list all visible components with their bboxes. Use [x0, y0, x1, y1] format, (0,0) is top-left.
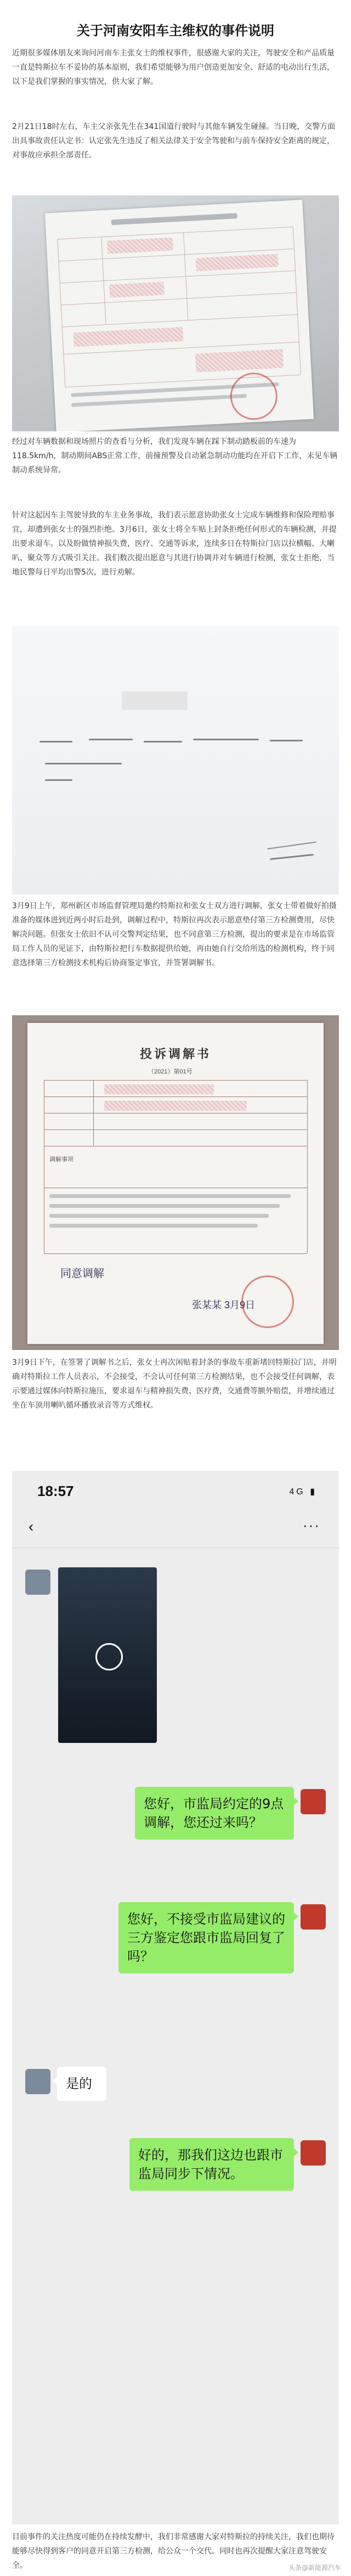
accident-report-paper: [45, 200, 314, 431]
handwritten-signature: [262, 803, 316, 850]
watermark: 头条@新能源汽车: [288, 2564, 341, 2572]
chat-message-3: 是的: [57, 2067, 106, 2101]
handwritten-note-photo: [12, 626, 339, 895]
chat-message-2: 您好，不接受市监局建议的三方鉴定您跟市监局回复了吗？: [118, 1902, 294, 1973]
avatar-self: [301, 1904, 326, 1930]
form-stamp: [241, 1275, 294, 1328]
accident-report-photo: [12, 195, 339, 431]
status-time: 18:57: [37, 1483, 74, 1499]
avatar-self: [301, 2140, 326, 2166]
more-icon[interactable]: ···: [303, 1517, 320, 1533]
paragraph-refusal: 针对这起因车主驾驶导致的车主业务事故，我们表示愿意协助张女士完成车辆维修和保险理赔事宜，却遭到张女士的强烈拒绝。3月6日，张女士将全车贴上封条拒绝任何形式的车辆检测，并提出要求退车。以及盼做情神损失费，医疗、交通等诉求，连续多日在特斯拉门店以拉横幅、大喇叭、聚众等方式吸引关注。我们数次提出愿意与其进行协调并对车辆进行检测，张女士拒绝，当地民警每日平均出警5次，进行劝解。: [12, 511, 337, 577]
paragraph-mediation: 3月9日上午，郑州新区市场监督管理局邀约特斯拉和张女士双方进行调解，张女士带着做好拍摄准备的媒体进到近两小时后赴到，调解过程中，特斯拉再次表示愿意垫付第三方检测费用，尽快解决问题。但张女士依旧不认可交警判定结果，也不同意第三方检测，提出的要求是在市场监管局工作人员的见证下，由特斯拉把行车数据提供给她，再由她自行交给所选的检测机构，终于同意选择第三方检测技术机构后协商鉴定事宜，并签署调解书。: [12, 902, 337, 968]
avatar-self: [301, 1789, 326, 1814]
form-section-label: 调解事项: [49, 1156, 73, 1163]
paragraph-closing: 目前事件的关注热度可能仍在持续发酵中，我们非常感谢大家对特斯拉的持续关注，我们也期待能够尽快得到客户的同意开启第三方检测，给公众一个交代。同时也再次提醒大家注意驾驶安全。: [12, 2533, 335, 2570]
back-icon[interactable]: ‹: [29, 1518, 34, 1535]
paragraph-intro: 近期很多媒体朋友来询问河南车主张女士的维权事件，很感谢大家的关注，驾驶安全和产品质量一直是特斯拉车不妥协的基本原则，我们希望能够为用户创造更加安全、舒适的电动出行生活，以下是我们掌握的事实情况，供大家了解。: [12, 49, 335, 86]
status-icons: 4G ▮: [289, 1487, 317, 1497]
form-number: （2021）第01号: [148, 1068, 193, 1075]
official-stamp: [229, 372, 279, 421]
paragraph-accident: 2月21日18时左右，车主父亲张先生在341国道行驶时与其他车辆发生碰撞。当日晚，交警方面出具事故责任认定书：认定张先生违反了相关法律关于安全驾驶和与前车保持安全距离的规定，对事故应承担全部责任。: [12, 122, 336, 160]
article-title: 关于河南安阳车主维权的事件说明: [77, 23, 274, 38]
chat-message-1: 您好，市监局约定的9点调解，您还过来吗？: [135, 1787, 294, 1840]
paragraph-afternoon: 3月9日下午，在签署了调解书之后，张女士再次闲贴着封条的事故车重新堵回特斯拉门店，并明确对特斯拉工作人员表示，不会接受，不会认可任何第三方检测结果，也不会接受任何调解，表示要通过媒体向特斯拉施压，要求退车与精神损失费、医疗费，交通费等额外赔偿，并增续通过坐在车顶用喇叭循环播放录音等方式维权。: [12, 1358, 337, 1410]
avatar-contact: [25, 1570, 50, 1595]
play-icon: [95, 1643, 123, 1671]
chat-message-4: 好的，那我们这边也跟市监局同步下情况。: [129, 2138, 294, 2191]
form-title: 投诉调解书: [139, 1047, 211, 1061]
avatar-contact: [25, 2069, 50, 2094]
mediation-form-paper: [27, 1023, 324, 1344]
chat-screenshot: [12, 1471, 339, 2524]
mediation-form-photo: [12, 1015, 339, 1350]
paragraph-data-analysis: 经过对车辆数据和现场照片的查看与分析，我们发现车辆在踩下制动踏板前的车速为118.5km/h，制动期间ABS正常工作，前撞预警及自动紧急制动功能均在开启下工作，未见车辆制动系统异常。: [12, 437, 338, 475]
form-handwriting: 同意调解: [60, 1268, 104, 1280]
video-message-thumbnail[interactable]: [58, 1567, 157, 1743]
form-handwriting-signature: 张某某 3月9日: [192, 1300, 256, 1311]
